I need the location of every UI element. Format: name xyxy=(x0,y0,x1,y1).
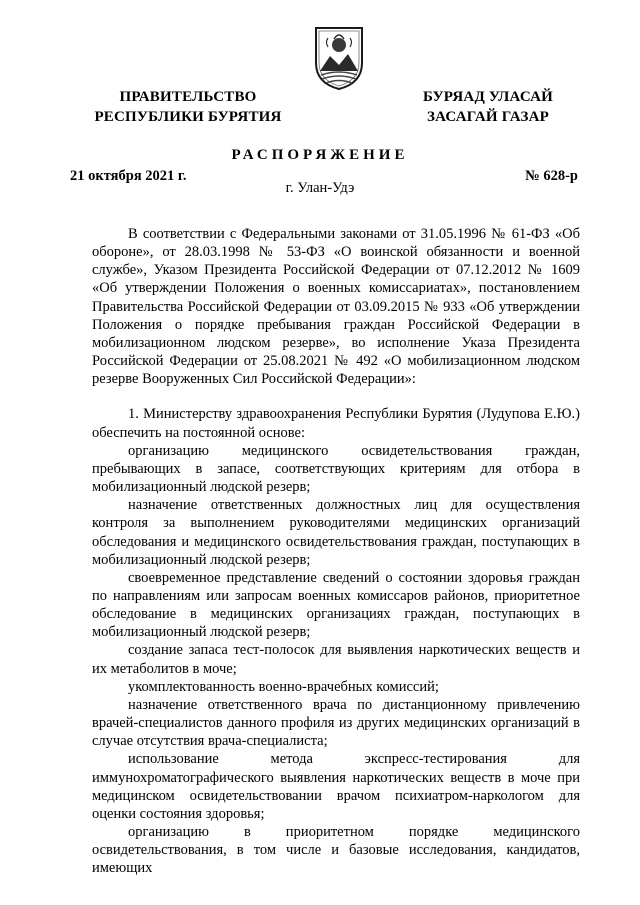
sub-item-paragraph: организацию в приоритетном порядке медицинского освидетельствования, в том числе и базовые исследования, кандидатов, имеющих xyxy=(92,824,580,877)
document-number: № 628-р xyxy=(525,168,578,184)
org-ru-line2: РЕСПУБЛИКИ БУРЯТИЯ xyxy=(94,109,282,125)
sub-item-paragraph: создание запаса тест-полосок для выявления наркотических веществ и их метаболитов в моче; xyxy=(92,642,580,677)
org-bua-line2: ЗАСАГАЙ ГАЗАР xyxy=(427,109,549,125)
coat-of-arms-icon xyxy=(312,25,366,91)
government-name-russian xyxy=(78,87,298,127)
document-body xyxy=(92,225,580,877)
sub-item-paragraph: назначение ответственных должностных лиц для осуществления контроля за выполнением руководителями медицинских организаций обследования и медицинского освидетельствования граждан, поступающих в мобилизационный людской резерв; xyxy=(92,497,580,568)
sub-item-paragraph: организацию медицинского освидетельствования граждан, пребывающих в запасе, соответствующих критериям для отбора в мобилизационный людской резерв; xyxy=(92,442,580,496)
org-bua-line1: БУРЯАД УЛАСАЙ xyxy=(422,89,554,105)
sub-item-paragraph: назначение ответственного врача по дистанционному привлечению врачей-специалистов данного профиля из других медицинских организаций в случае отсутствия врача-специалиста; xyxy=(92,696,580,750)
org-ru-line1: ПРАВИТЕЛЬСТВО xyxy=(119,89,257,105)
document-date: 21 октября 2021 г. xyxy=(70,168,187,184)
government-name-buryat xyxy=(388,87,588,127)
item-1-paragraph: 1. Министерству здравоохранения Республики Бурятия (Лудупова Е.Ю.) обеспечить на постоянной основе: xyxy=(92,406,580,441)
document-city: г. Улан-Удэ xyxy=(285,180,355,196)
preamble-paragraph: В соответствии с Федеральными законами от 31.05.1996 № 61-ФЗ «Об обороне», от 28.03.1998 № 53-ФЗ «О воинской обязанности и военной службе», Указом Президента Российской Федерации от 07.12.2012 № 1609 «Об утверждении Положения о военных комиссариатах», постановлением Правительства Российской Федерации от 03.09.2015 № 933 «Об утверждении Положения о порядке пребывания граждан Российской Федерации в мобилизационном людском резерве», во исполнение Указа Президента Российской Федерации от 25.08.2021 № 492 «О мобилизационном людском резерве Вооруженных Сил Российской Федерации»: xyxy=(92,226,580,388)
sub-item-paragraph: укомплектованность военно-врачебных комиссий; xyxy=(128,678,439,695)
sub-item-paragraph: использование метода экспресс-тестирования для иммунохроматографического выявления наркотических веществ в моче при медицинском освидетельствовании врачом психиатром-наркологом для оценки состояния здоровья; xyxy=(92,751,580,822)
sub-item-paragraph: своевременное представление сведений о состоянии здоровья граждан по направлениям или запросам военных комиссаров районов, приоритетное обследование в медицинских организациях граждан, поступающих в мобилизационный людской резерв; xyxy=(92,569,580,641)
document-title: РАСПОРЯЖЕНИЕ xyxy=(231,147,409,163)
